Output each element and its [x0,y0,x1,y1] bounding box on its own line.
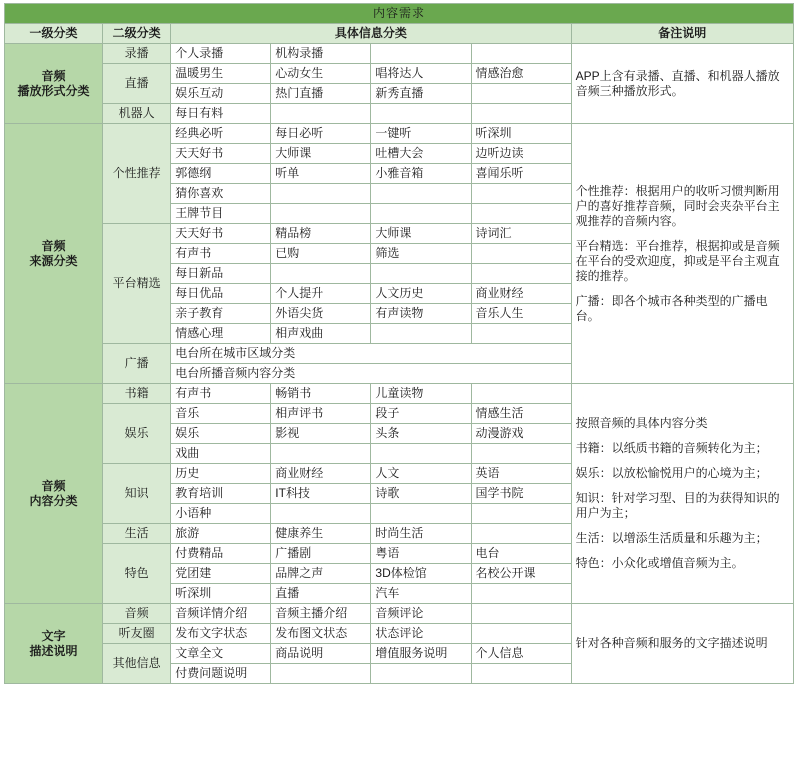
remark-cell: 针对各种音频和服务的文字描述说明 [571,604,793,684]
detail-cell: 热门直播 [271,84,371,104]
detail-cell: 党团建 [171,564,271,584]
detail-cell: 付费精品 [171,544,271,564]
detail-cell: 状态评论 [371,624,471,644]
detail-cell-empty [371,264,471,284]
detail-cell: 商业财经 [271,464,371,484]
detail-cell-empty [471,664,571,684]
detail-cell: 电台所在城市区域分类 [171,344,571,364]
detail-cell: 付费问题说明 [171,664,271,684]
detail-cell-empty [471,384,571,404]
detail-cell: 英语 [471,464,571,484]
detail-cell-empty [471,104,571,124]
detail-cell-empty [471,524,571,544]
detail-cell: 听单 [271,164,371,184]
table-row [5,44,794,64]
detail-cell-empty [271,504,371,524]
detail-cell: 有声读物 [371,304,471,324]
detail-cell-empty [371,204,471,224]
detail-cell: 音频详情介绍 [171,604,271,624]
detail-cell: 品牌之声 [271,564,371,584]
detail-cell-empty [371,44,471,64]
detail-cell: 情感生活 [471,404,571,424]
detail-cell: 郭德纲 [171,164,271,184]
detail-cell: 王牌节目 [171,204,271,224]
detail-cell: 天天好书 [171,224,271,244]
level1-category-cell: 音频 来源分类 [5,124,103,384]
detail-cell: 粤语 [371,544,471,564]
detail-cell: 名校公开课 [471,564,571,584]
level2-category-cell: 录播 [103,44,171,64]
detail-cell-empty [371,104,471,124]
detail-cell: 每日必听 [271,124,371,144]
detail-cell: 唱将达人 [371,64,471,84]
header-level2: 二级分类 [103,24,171,44]
detail-cell: 音频主播介绍 [271,604,371,624]
detail-cell-empty [271,264,371,284]
detail-cell: 直播 [271,584,371,604]
header-remark: 备注说明 [571,24,793,44]
detail-cell: 每日新品 [171,264,271,284]
content-requirements-sheet [4,3,794,684]
detail-cell: 人文 [371,464,471,484]
detail-cell: 有声书 [171,384,271,404]
detail-cell-empty [371,664,471,684]
detail-cell: 诗歌 [371,484,471,504]
detail-cell: 畅销书 [271,384,371,404]
detail-cell: 教育培训 [171,484,271,504]
table-row [5,384,794,404]
detail-cell-empty [471,584,571,604]
detail-cell: 猜你喜欢 [171,184,271,204]
detail-cell: 音乐人生 [471,304,571,324]
detail-cell-empty [471,604,571,624]
detail-cell: 时尚生活 [371,524,471,544]
level2-category-cell: 特色 [103,544,171,604]
detail-cell-empty [271,664,371,684]
detail-cell: 每日有料 [171,104,271,124]
detail-cell-empty [471,204,571,224]
detail-cell: 每日优品 [171,284,271,304]
detail-cell-empty [271,204,371,224]
detail-cell: 新秀直播 [371,84,471,104]
detail-cell: 人文历史 [371,284,471,304]
detail-cell: 相声评书 [271,404,371,424]
level1-category-cell: 文字 描述说明 [5,604,103,684]
detail-cell: 动漫游戏 [471,424,571,444]
remark-cell: 个性推荐：根据用户的收听习惯判断用户的喜好推荐音频，同时会夹杂平台主观推荐的音频内容。 平台精选：平台推荐，根据抑或是音频在平台的受欢迎度，抑或是平台主观直接的推荐。 广播：即各个城市各种类型的广播电台。 [571,124,793,384]
detail-cell: 3D体检馆 [371,564,471,584]
detail-cell: 汽车 [371,584,471,604]
detail-cell: 边听边读 [471,144,571,164]
level2-category-cell: 生活 [103,524,171,544]
level2-category-cell: 音频 [103,604,171,624]
level1-category-cell: 音频 内容分类 [5,384,103,604]
detail-cell: 戏曲 [171,444,271,464]
detail-cell: 大师课 [371,224,471,244]
level1-category-cell: 音频 播放形式分类 [5,44,103,124]
level2-category-cell: 广播 [103,344,171,384]
detail-cell-empty [271,184,371,204]
level2-category-cell: 娱乐 [103,404,171,464]
level2-category-cell: 机器人 [103,104,171,124]
detail-cell: 广播剧 [271,544,371,564]
detail-cell: 影视 [271,424,371,444]
detail-cell-empty [471,504,571,524]
detail-cell-empty [271,104,371,124]
detail-cell: 喜闻乐听 [471,164,571,184]
detail-cell: 健康养生 [271,524,371,544]
detail-cell-empty [371,184,471,204]
detail-cell: 亲子教育 [171,304,271,324]
level2-category-cell: 其他信息 [103,644,171,684]
detail-cell: 电台 [471,544,571,564]
level2-category-cell: 个性推荐 [103,124,171,224]
detail-cell: 娱乐互动 [171,84,271,104]
title-row [5,4,794,24]
detail-cell: 增值服务说明 [371,644,471,664]
table-row [5,124,794,144]
detail-cell: 听深圳 [171,584,271,604]
detail-cell: IT科技 [271,484,371,504]
detail-cell: 娱乐 [171,424,271,444]
detail-cell: 心动女生 [271,64,371,84]
detail-cell-empty [471,624,571,644]
detail-cell: 机构录播 [271,44,371,64]
detail-cell: 文章全文 [171,644,271,664]
detail-cell: 筛选 [371,244,471,264]
detail-cell-empty [471,44,571,64]
table-row [5,604,794,624]
remark-cell: APP上含有录播、直播、和机器人播放音频三种播放形式。 [571,44,793,124]
detail-cell: 个人提升 [271,284,371,304]
level2-category-cell: 平台精选 [103,224,171,344]
remark-cell: 按照音频的具体内容分类 书籍：以纸质书籍的音频转化为主； 娱乐：以放松愉悦用户的心境为主； 知识：针对学习型、目的为获得知识的用户为主； 生活：以增添生活质量和乐趣为主； 特色：小众化或增值音频为主。 [571,384,793,604]
level2-category-cell: 书籍 [103,384,171,404]
detail-cell: 经典必听 [171,124,271,144]
detail-cell: 温暖男生 [171,64,271,84]
detail-cell: 商业财经 [471,284,571,304]
detail-cell: 精品榜 [271,224,371,244]
detail-cell: 头条 [371,424,471,444]
detail-cell: 历史 [171,464,271,484]
detail-cell: 音乐 [171,404,271,424]
header-row [5,24,794,44]
detail-cell: 儿童读物 [371,384,471,404]
detail-cell-empty [371,324,471,344]
detail-cell: 一键听 [371,124,471,144]
detail-cell: 个人信息 [471,644,571,664]
detail-cell: 已购 [271,244,371,264]
detail-cell-empty [471,184,571,204]
detail-cell-empty [471,244,571,264]
detail-cell: 商品说明 [271,644,371,664]
detail-cell: 诗词汇 [471,224,571,244]
detail-cell: 外语尖货 [271,304,371,324]
detail-cell: 相声戏曲 [271,324,371,344]
detail-cell: 大师课 [271,144,371,164]
detail-cell: 有声书 [171,244,271,264]
detail-cell: 听深圳 [471,124,571,144]
header-level1: 一级分类 [5,24,103,44]
detail-cell: 天天好书 [171,144,271,164]
detail-cell: 发布图文状态 [271,624,371,644]
level2-category-cell: 知识 [103,464,171,524]
detail-cell: 情感治愈 [471,64,571,84]
detail-cell-empty [471,84,571,104]
detail-cell-empty [371,504,471,524]
detail-cell-empty [471,324,571,344]
detail-cell: 小雅音箱 [371,164,471,184]
detail-cell: 旅游 [171,524,271,544]
header-detail: 具体信息分类 [171,24,571,44]
level2-category-cell: 听友圈 [103,624,171,644]
detail-cell: 发布文字状态 [171,624,271,644]
page-title: 内容需求 [5,4,794,24]
detail-cell-empty [471,264,571,284]
detail-cell: 情感心理 [171,324,271,344]
detail-cell: 吐槽大会 [371,144,471,164]
detail-cell: 国学书院 [471,484,571,504]
detail-cell: 个人录播 [171,44,271,64]
level2-category-cell: 直播 [103,64,171,104]
detail-cell: 段子 [371,404,471,424]
detail-cell-empty [271,444,371,464]
detail-cell-empty [471,444,571,464]
detail-cell-empty [371,444,471,464]
detail-cell: 音频评论 [371,604,471,624]
detail-cell: 电台所播音频内容分类 [171,364,571,384]
detail-cell: 小语种 [171,504,271,524]
requirements-table [4,3,794,684]
